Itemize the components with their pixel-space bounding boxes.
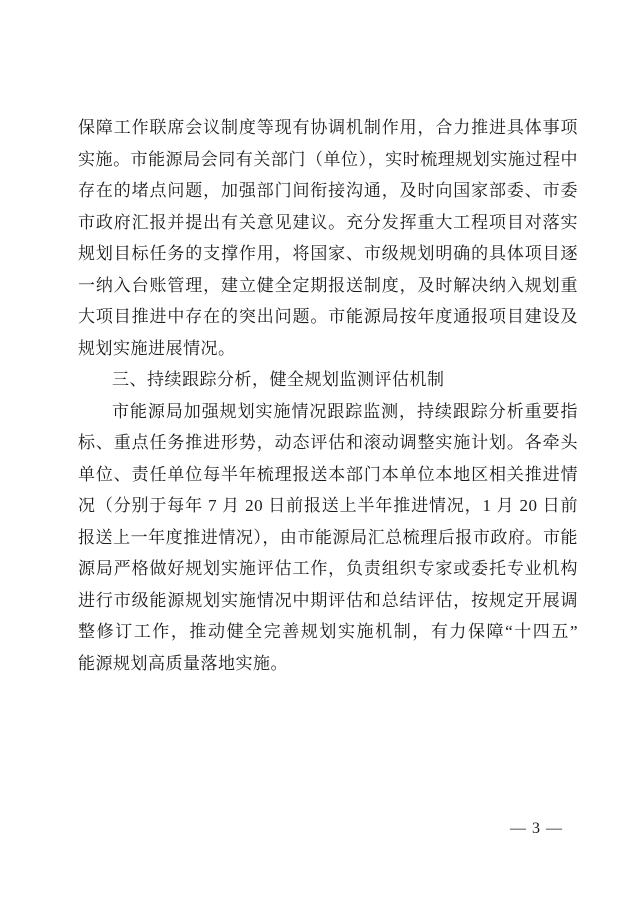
text-line: 实施。市能源局会同有关部门（单位），实时梳理规划实施过程中 [78,149,578,169]
text-line: 保障工作联席会议制度等现有协调机制作用，合力推进具体事项 [78,118,578,137]
paragraph-coordination [78,112,578,364]
text-line: 存在的堵点问题，加强部门间衔接沟通，及时向国家部委、市委 [78,181,578,200]
text-line: 能源规划高质量落地实施。 [78,653,288,673]
text-line: 源局严格做好规划实施评估工作，负责组织专家或委托专业机构 [78,559,578,578]
text-line: 三、持续跟踪分析，健全规划监测评估机制 [112,370,445,389]
text-line: 规划实施进展情况。 [78,338,236,358]
text-line: 标、重点任务推进形势，动态评估和滚动调整实施计划。各牵头 [78,433,578,452]
page-number: — 3 — [510,820,563,837]
text-line: 规划目标任务的支撑作用，将国家、市级规划明确的具体项目逐 [78,244,578,263]
text-line: 整修订工作，推动健全完善规划实施机制，有力保障“十四五” [78,622,578,641]
document-body [78,112,578,679]
text-line: 进行市级能源规划实施情况中期评估和总结评估，按规定开展调 [78,590,578,610]
text-line: 单位、责任单位每半年梳理报送本部门本单位本地区相关推进情 [78,464,578,484]
paragraph-monitoring [78,396,578,680]
text-line: 大项目推进中存在的突出问题。市能源局按年度通报项目建设及 [78,307,578,326]
text-line: 市政府汇报并提出有关意见建议。充分发挥重大工程项目对落实 [78,212,578,232]
text-line: 报送上一年度推进情况），由市能源局汇总梳理后报市政府。市能 [78,527,578,547]
section-heading [78,364,578,396]
text-line: 市能源局加强规划实施情况跟踪监测，持续跟踪分析重要指 [112,401,578,421]
text-line: 一纳入台账管理，建立健全定期报送制度，及时解决纳入规划重 [78,275,578,295]
text-line: 况（分别于每年 7 月 20 日前报送上半年推进情况，1 月 20 日前 [78,496,578,515]
page-footer [510,820,563,838]
